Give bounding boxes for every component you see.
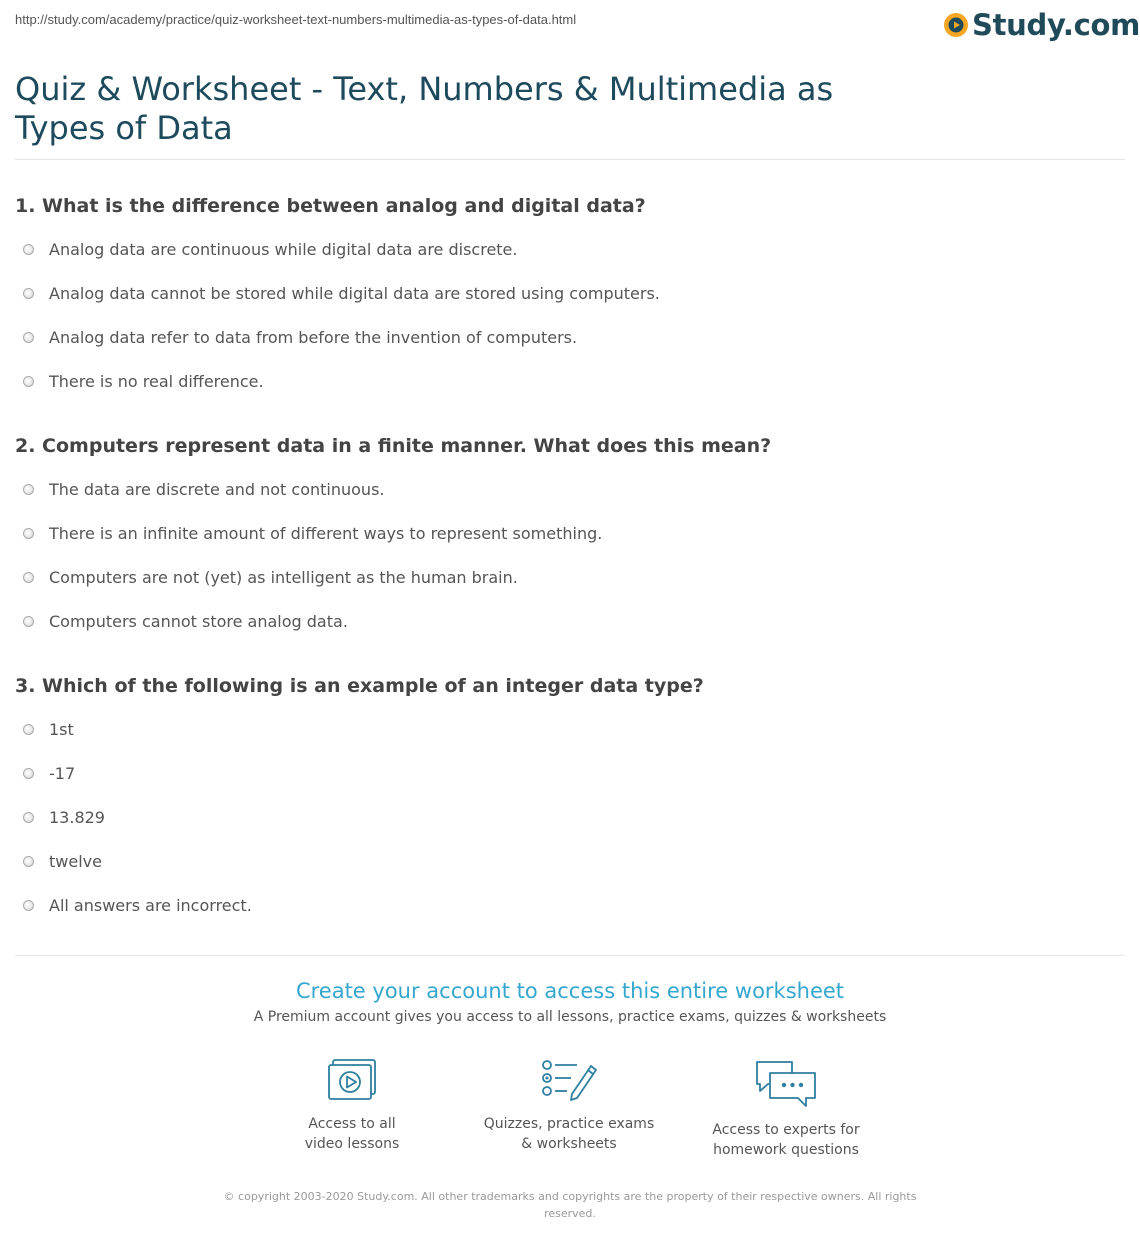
answer-label: Analog data are continuous while digital data are discrete. [49, 239, 518, 259]
page-url: http://study.com/academy/practice/quiz-worksheet-text-numbers-multimedia-as-types-of-data.html [15, 12, 577, 27]
answer-label: 13.829 [49, 807, 105, 827]
answer-option[interactable] [23, 237, 517, 261]
radio-button-icon[interactable] [23, 484, 34, 495]
radio-button-icon[interactable] [23, 376, 34, 387]
premium-description: A Premium account gives you access to all lessons, practice exams, quizzes & worksheets [253, 1009, 887, 1025]
feature-label [686, 1120, 886, 1160]
create-account-link[interactable]: Create your account to access this entire worksheet [295, 979, 845, 1003]
answer-label: All answers are incorrect. [49, 895, 252, 915]
radio-button-icon[interactable] [23, 244, 34, 255]
answer-label: -17 [49, 763, 76, 783]
answer-label: Computers cannot store analog data. [49, 611, 348, 631]
cta-divider [15, 955, 1125, 956]
answer-label: twelve [49, 851, 102, 871]
radio-button-icon[interactable] [23, 572, 34, 583]
radio-button-icon[interactable] [23, 288, 34, 299]
study-logo[interactable] [944, 8, 1140, 42]
answer-option[interactable] [23, 521, 602, 545]
answer-option[interactable] [23, 565, 518, 589]
radio-button-icon[interactable] [23, 812, 34, 823]
feature-label-line: Access to all [308, 1116, 396, 1132]
radio-button-icon[interactable] [23, 616, 34, 627]
feature-label-line: homework questions [713, 1142, 859, 1158]
feature-label [469, 1114, 669, 1154]
answer-option[interactable] [23, 805, 105, 829]
chat-bubbles-icon [754, 1058, 818, 1110]
feature-quizzes [469, 1058, 669, 1154]
logo-text: Study.com [972, 8, 1140, 42]
question-text: 2. Computers represent data in a finite manner. What does this mean? [15, 435, 772, 457]
title-divider [15, 159, 1125, 160]
answer-option[interactable] [23, 609, 348, 633]
feature-label [252, 1114, 452, 1154]
page-title: Quiz & Worksheet - Text, Numbers & Multimedia as Types of Data [15, 70, 834, 147]
feature-label-line: & worksheets [521, 1136, 617, 1152]
answer-option[interactable] [23, 849, 102, 873]
answer-label: Computers are not (yet) as intelligent as the human brain. [49, 567, 518, 587]
question-3 [15, 674, 1115, 915]
video-lessons-icon [326, 1058, 378, 1104]
answer-option[interactable] [23, 325, 577, 349]
answer-label: 1st [49, 719, 74, 739]
radio-button-icon[interactable] [23, 768, 34, 779]
question-2 [15, 434, 1115, 631]
answer-option[interactable] [23, 761, 75, 785]
answer-option[interactable] [23, 717, 74, 741]
copyright-line: © copyright 2003-2020 Study.com. All other trademarks and copyrights are the property of their respective owners. All rights [223, 1190, 917, 1203]
feature-label-line: Quizzes, practice exams [483, 1116, 655, 1132]
copyright-notice [215, 1188, 925, 1222]
answer-label: The data are discrete and not continuous. [49, 479, 385, 499]
radio-button-icon[interactable] [23, 724, 34, 735]
answer-label: Analog data refer to data from before the invention of computers. [49, 327, 578, 347]
answer-label: Analog data cannot be stored while digital data are stored using computers. [49, 283, 660, 303]
feature-experts [686, 1058, 886, 1160]
question-1 [15, 194, 1115, 391]
question-text: 1. What is the difference between analog and digital data? [15, 195, 646, 217]
question-text: 3. Which of the following is an example of an integer data type? [15, 675, 704, 697]
answer-label: There is an infinite amount of different ways to represent something. [49, 523, 603, 543]
radio-button-icon[interactable] [23, 900, 34, 911]
feature-label-line: Access to experts for [712, 1122, 860, 1138]
answer-option[interactable] [23, 477, 385, 501]
radio-button-icon[interactable] [23, 332, 34, 343]
feature-label-line: video lessons [304, 1136, 400, 1152]
feature-video-lessons [252, 1058, 452, 1154]
answer-label: There is no real difference. [49, 371, 264, 391]
copyright-line: reserved. [544, 1207, 596, 1220]
quiz-checklist-icon [541, 1058, 597, 1104]
radio-button-icon[interactable] [23, 528, 34, 539]
answer-option[interactable] [23, 369, 264, 393]
play-logo-icon [944, 13, 968, 37]
answer-option[interactable] [23, 281, 660, 305]
answer-option[interactable] [23, 893, 252, 917]
radio-button-icon[interactable] [23, 856, 34, 867]
